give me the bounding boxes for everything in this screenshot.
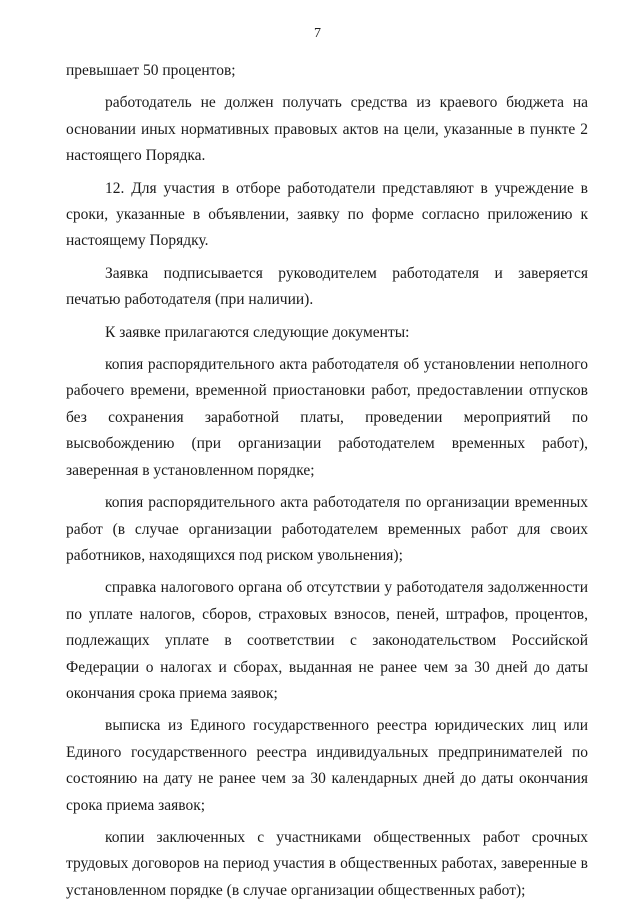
- paragraph-employer-funding-condition: работодатель не должен получать средства из краевого бюджета на основании иных нормативных правовых актов на цели, указанные в пункте 2 настоящего Порядка.: [66, 94, 588, 165]
- paragraph-continuation: превышает 50 процентов;: [66, 62, 236, 79]
- paragraph-doc-registry-extract: выписка из Единого государственного реестра юридических лиц или Единого государственного реестра индивидуальных предпринимателей по состоянию на дату не ранее чем за 30 календарных дней до даты окончания срока приема заявок;: [66, 717, 588, 814]
- paragraph-application-signing: Заявка подписывается руководителем работодателя и заверяется печатью работодателя (при наличии).: [66, 264, 588, 309]
- paragraph-doc-temporary-works-act: копия распорядительного акта работодателя по организации временных работ (в случае организации работодателем временных работ для своих работников, находящихся под риском увольнения);: [66, 494, 588, 564]
- paragraph-doc-tax-certificate: справка налогового органа об отсутствии у работодателя задолженности по уплате налогов, сборов, страховых взносов, пеней, штрафов, процентов, подлежащих уплате в соответствии с законодательством Российской Федерации о налогах и сборах, выданная не ранее чем за 30 дней до даты окончания срока приема заявок;: [66, 579, 588, 702]
- paragraph-attached-documents-intro: К заявке прилагаются следующие документы:: [105, 323, 410, 341]
- paragraph-doc-part-time-act: копия распорядительного акта работодателя об установлении неполного рабочего времени, временной приостановки работ, предоставлении отпусков без сохранения заработной платы, проведении мероприятий по высвобождению (при организации работодателем временных работ), заверенная в установленном порядке;: [66, 356, 588, 479]
- page-number: 7: [314, 26, 321, 41]
- paragraph-doc-labor-contracts: копии заключенных с участниками общественных работ срочных трудовых договоров на период участия в общественных работах, заверенные в установленном порядке (в случае организации общественных работ);: [66, 828, 588, 899]
- paragraph-item-12: 12. Для участия в отборе работодатели представляют в учреждение в сроки, указанные в объявлении, заявку по форме согласно приложению к настоящему Порядку.: [66, 179, 588, 250]
- document-body: [66, 58, 588, 910]
